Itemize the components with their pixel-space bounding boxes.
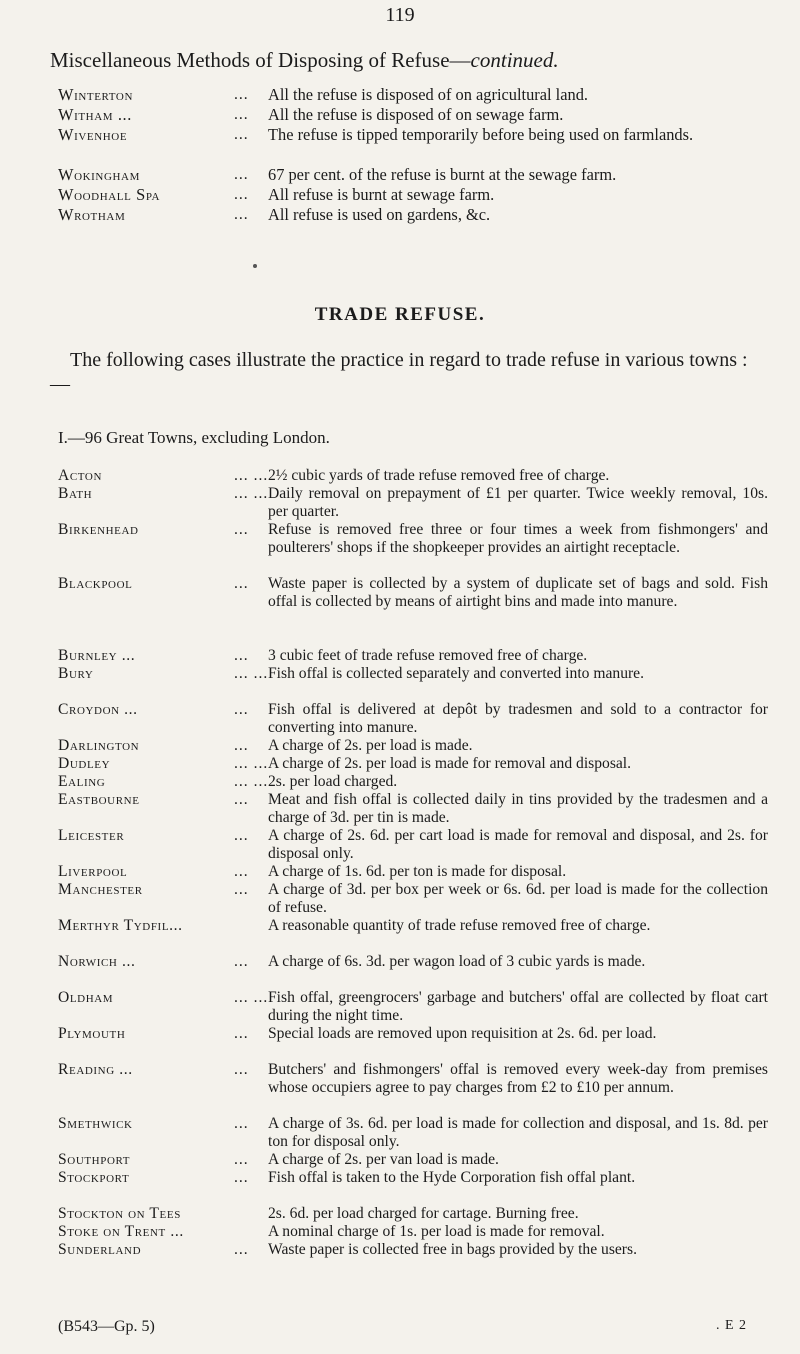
print-speck — [253, 264, 257, 268]
leader-dots: ... — [234, 737, 249, 754]
town-name: Dudley — [58, 755, 111, 772]
leader-dots: ... ... — [234, 755, 269, 772]
misc-place: Woodhall Spa — [58, 185, 161, 204]
misc-place: Wokingham — [58, 165, 140, 184]
leader-dots: ... — [234, 521, 249, 538]
leader-dots: ... — [234, 701, 249, 718]
leader-dots: ... — [234, 647, 249, 664]
misc-place: Winterton — [58, 85, 134, 104]
misc-text: All refuse is burnt at sewage farm. — [268, 185, 495, 204]
town-name: Stoke on Trent ... — [58, 1223, 184, 1240]
leader-dots: ... — [234, 863, 249, 880]
leader-dots: ... — [234, 1115, 249, 1132]
misc-text: The refuse is tipped temporarily before being used on farmlands. — [268, 125, 694, 144]
leader-dots: ... — [234, 186, 249, 203]
town-name: Acton — [58, 467, 103, 484]
town-name: Reading ... — [58, 1061, 133, 1078]
trade-text: 2s. per load charged. — [268, 773, 398, 790]
town-name: Smethwick — [58, 1115, 133, 1132]
leader-dots: ... ... — [234, 665, 269, 682]
leader-dots: ... — [234, 953, 249, 970]
town-name: Norwich ... — [58, 953, 136, 970]
leader-dots: ... — [234, 575, 249, 592]
leader-dots: ... ... — [234, 485, 269, 502]
town-name: Liverpool — [58, 863, 128, 880]
misc-place: Wivenhoe — [58, 125, 128, 144]
trade-text: A charge of 1s. 6d. per ton is made for disposal. — [268, 863, 567, 880]
intro-paragraph — [50, 348, 766, 396]
misc-place: Wrotham — [58, 205, 126, 224]
town-name: Stockport — [58, 1169, 130, 1186]
town-name: Manchester — [58, 881, 143, 898]
trade-text: Fish offal is delivered at depôt by tradesmen and sold to a contractor for converting into manure. — [268, 701, 768, 736]
running-title-main: Miscellaneous Methods of Disposing of Refuse— — [50, 48, 471, 72]
misc-text: 67 per cent. of the refuse is burnt at the sewage farm. — [268, 165, 617, 184]
leader-dots: ... — [234, 1025, 249, 1042]
section-label: I.—96 Great Towns, excluding London. — [58, 428, 330, 447]
section-heading: TRADE REFUSE. — [314, 304, 486, 325]
signature-mark: (B543—Gp. 5) — [58, 1318, 155, 1335]
leader-dots: ... — [234, 791, 249, 808]
trade-text: Meat and fish offal is collected daily in tins provided by the tradesmen and a charge of 3d. per tin is made. — [268, 791, 768, 826]
running-title-continued: continued. — [470, 48, 559, 72]
town-name: Bath — [58, 485, 93, 502]
trade-text: Fish offal is collected separately and converted into manure. — [268, 665, 645, 682]
leader-dots: ... — [234, 166, 249, 183]
trade-text: 3 cubic feet of trade refuse removed free of charge. — [268, 647, 588, 664]
town-name: Southport — [58, 1151, 131, 1168]
trade-text: A charge of 2s. 6d. per cart load is made for removal and disposal, and 2s. for disposal only. — [268, 827, 768, 862]
town-name: Birkenhead — [58, 521, 139, 538]
trade-text: A nominal charge of 1s. per load is made for removal. — [268, 1223, 605, 1240]
town-name: Stockton on Tees — [58, 1205, 181, 1222]
misc-text: All the refuse is disposed of on agricultural land. — [268, 85, 588, 104]
trade-text: A reasonable quantity of trade refuse removed free of charge. — [268, 917, 651, 934]
leader-dots: ... — [234, 827, 249, 844]
town-name: Ealing — [58, 773, 106, 790]
town-name: Burnley ... — [58, 647, 136, 664]
trade-text: A charge of 2s. per load is made for removal and disposal. — [268, 755, 632, 772]
leader-dots: ... — [234, 206, 249, 223]
leader-dots: ... — [234, 1169, 249, 1186]
town-name: Oldham — [58, 989, 114, 1006]
town-name: Blackpool — [58, 575, 133, 592]
leader-dots: ... — [234, 1241, 249, 1258]
trade-text: 2½ cubic yards of trade refuse removed free of charge. — [268, 467, 610, 484]
leader-dots: ... — [234, 126, 249, 143]
town-name: Plymouth — [58, 1025, 126, 1042]
misc-text: All the refuse is disposed of on sewage farm. — [268, 105, 564, 124]
town-name: Eastbourne — [58, 791, 140, 808]
town-name: Sunderland — [58, 1241, 142, 1258]
leader-dots: ... ... — [234, 773, 269, 790]
leader-dots: ... — [234, 1151, 249, 1168]
town-name: Bury — [58, 665, 94, 682]
leader-dots: ... — [234, 86, 249, 103]
trade-text: Waste paper is collected free in bags provided by the users. — [268, 1241, 637, 1258]
signature-letter: . E 2 — [716, 1318, 748, 1333]
trade-text: A charge of 2s. per van load is made. — [268, 1151, 499, 1168]
misc-text: All refuse is used on gardens, &c. — [268, 205, 491, 224]
leader-dots: ... ... — [234, 467, 269, 484]
trade-text: A charge of 2s. per load is made. — [268, 737, 473, 754]
town-name: Merthyr Tydfil... — [58, 917, 183, 934]
trade-text: Fish offal, greengrocers' garbage and butchers' offal are collected by float cart during the night time. — [268, 989, 768, 1024]
misc-place: Witham ... — [58, 105, 132, 124]
intro-text: The following cases illustrate the practice in regard to trade refuse in various towns :— — [50, 349, 748, 395]
trade-text: Butchers' and fishmongers' offal is removed every week-day from premises whose occupiers agree to pay charges from £2 to £10 per annum. — [268, 1061, 768, 1096]
trade-text: Daily removal on prepayment of £1 per quarter. Twice weekly removal, 10s. per quarter. — [268, 485, 768, 520]
town-name: Darlington — [58, 737, 140, 754]
leader-dots: ... — [234, 106, 249, 123]
trade-text: 2s. 6d. per load charged for cartage. Burning free. — [268, 1205, 579, 1222]
leader-dots: ... ... — [234, 989, 269, 1006]
town-name: Croydon ... — [58, 701, 138, 718]
leader-dots: ... — [234, 1061, 249, 1078]
trade-text: Waste paper is collected by a system of duplicate set of bags and sold. Fish offal is collected by means of airtight bins and made into manure. — [268, 575, 768, 610]
trade-text: A charge of 3s. 6d. per load is made for collection and disposal, and 1s. 8d. per ton for disposal only. — [268, 1115, 768, 1150]
trade-text: Fish offal is taken to the Hyde Corporation fish offal plant. — [268, 1169, 636, 1186]
page-number: 119 — [385, 4, 415, 26]
trade-text: A charge of 6s. 3d. per wagon load of 3 cubic yards is made. — [268, 953, 646, 970]
trade-text: Special loads are removed upon requisition at 2s. 6d. per load. — [268, 1025, 657, 1042]
town-name: Leicester — [58, 827, 125, 844]
running-title — [50, 48, 559, 73]
trade-text: A charge of 3d. per box per week or 6s. 6d. per load is made for the collection of refuse. — [268, 881, 768, 916]
trade-text: Refuse is removed free three or four times a week from fishmongers' and poulterers' shops if the shopkeeper provides an airtight receptacle. — [268, 521, 768, 556]
leader-dots: ... — [234, 881, 249, 898]
